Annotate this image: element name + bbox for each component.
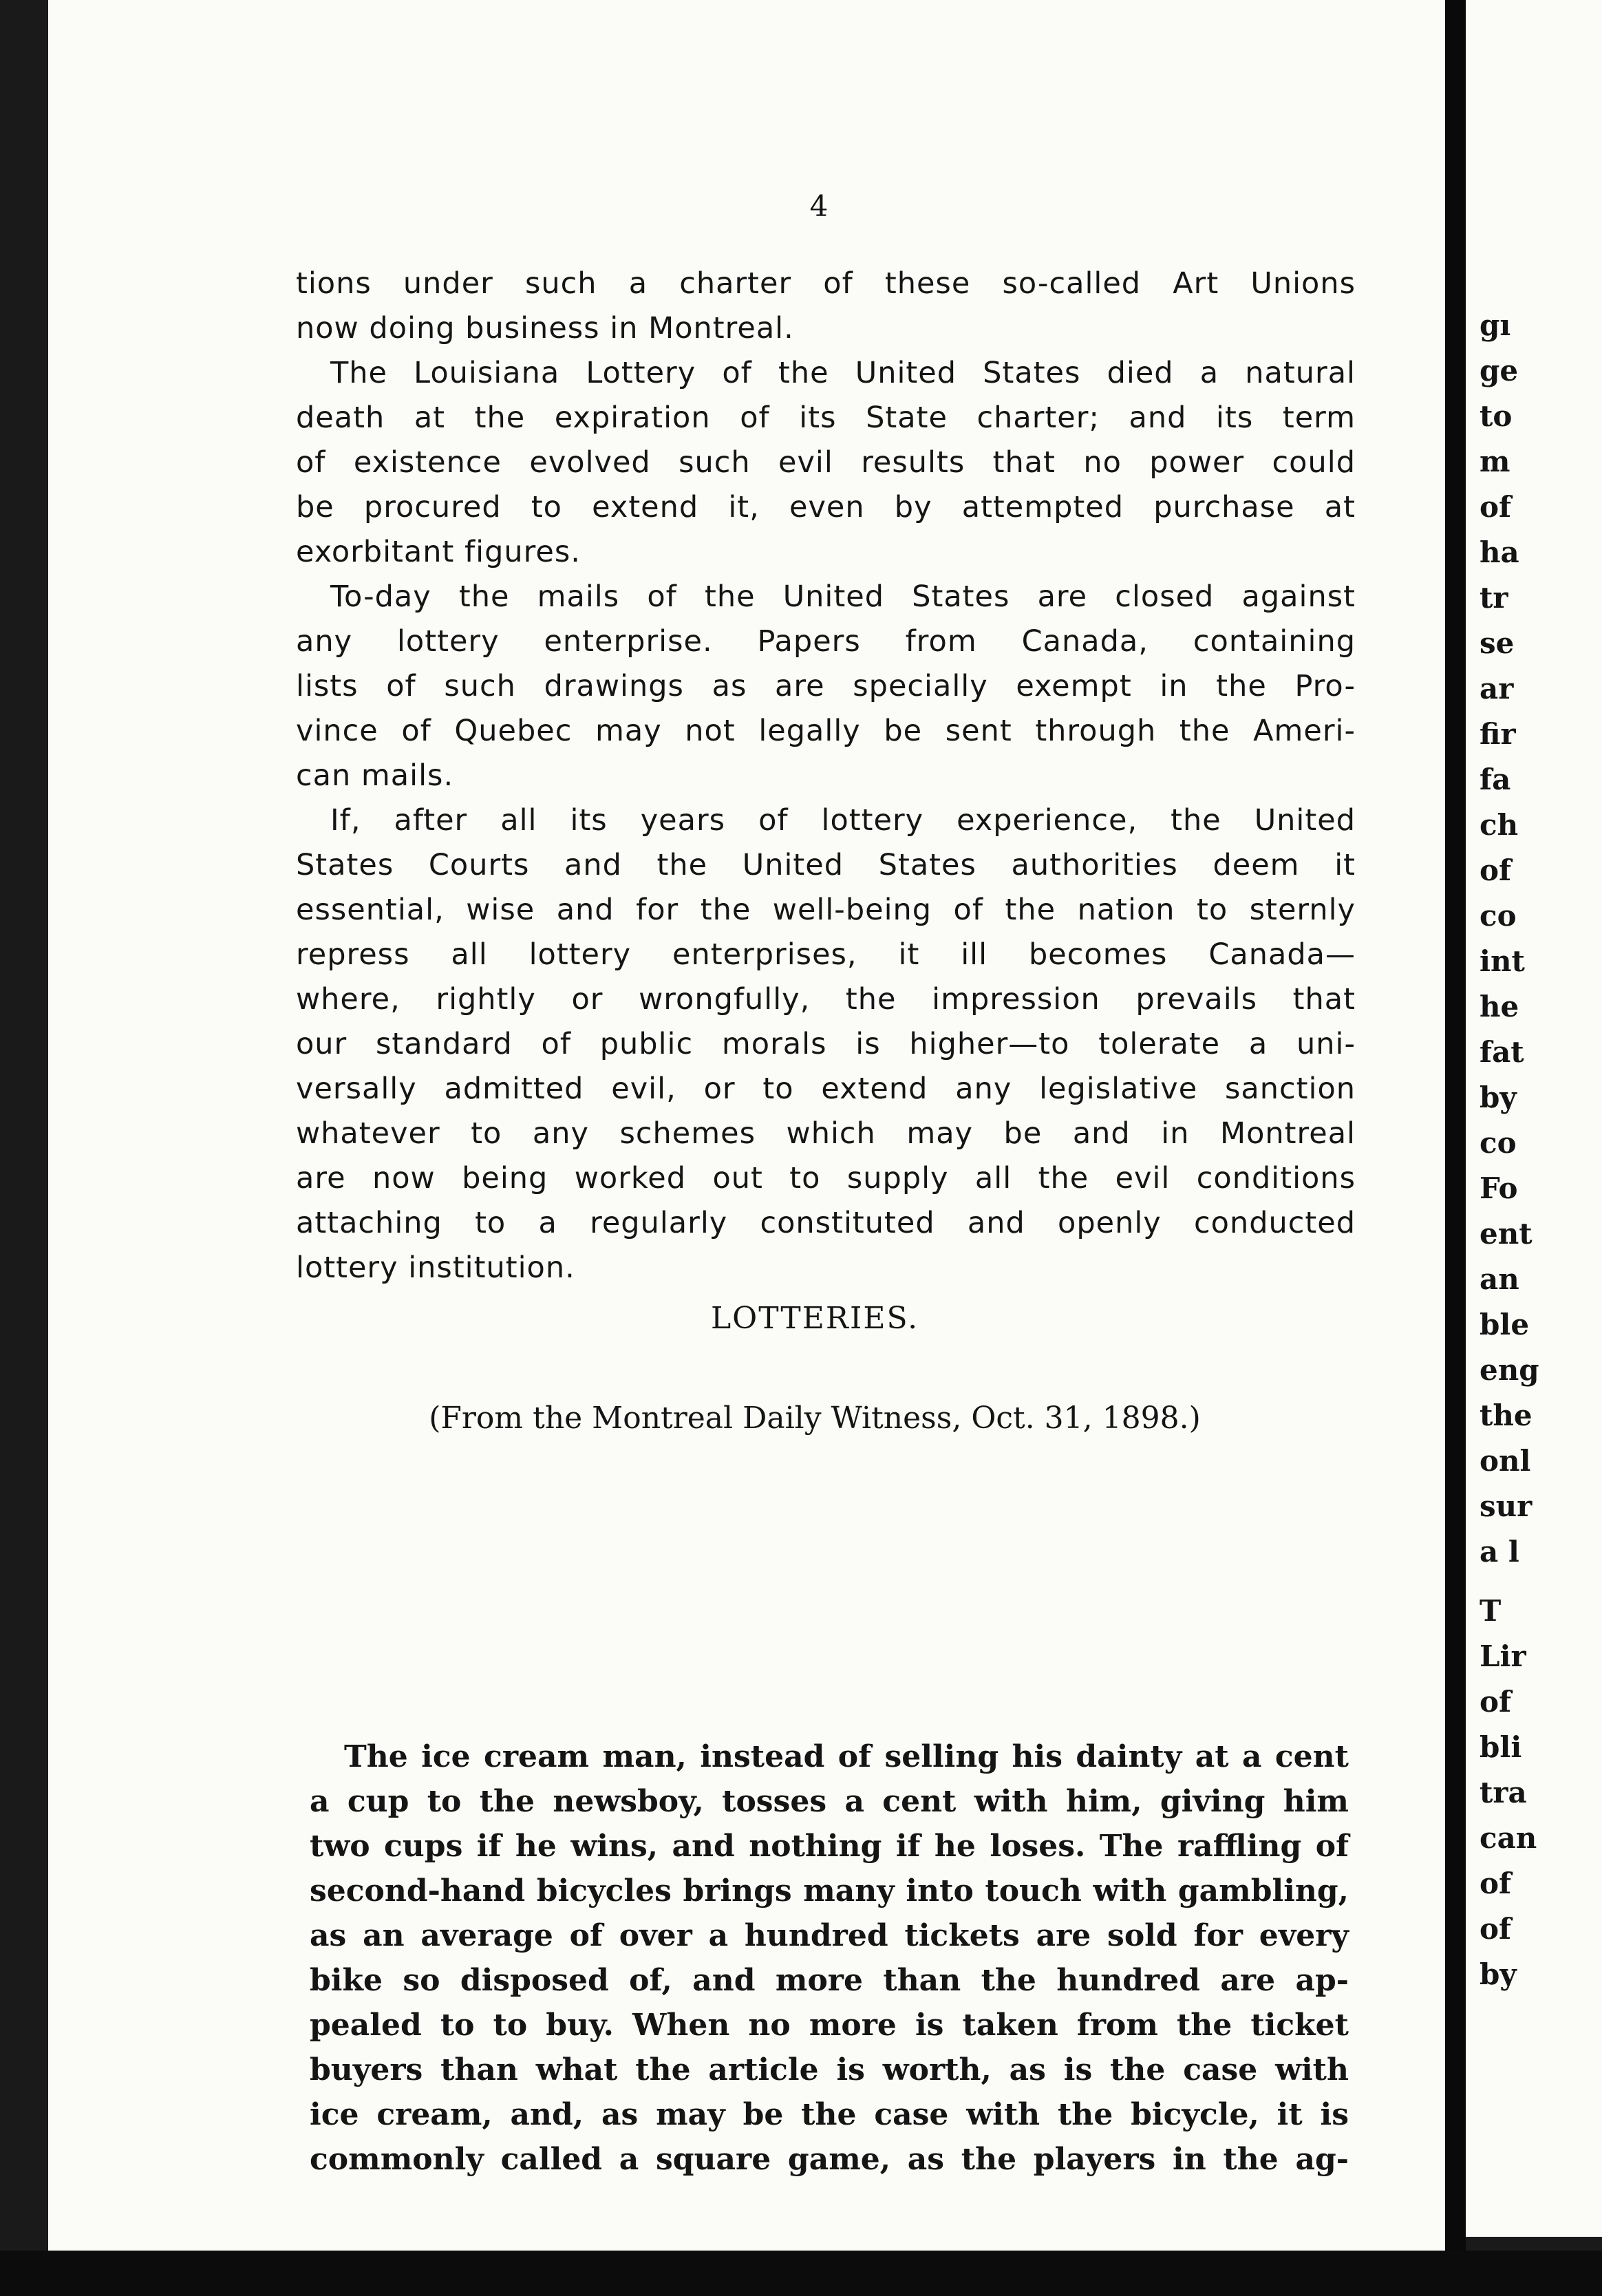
text-line: be procured to extend it, even by attempted purchase at: [296, 490, 1356, 524]
fragment: T: [1480, 1594, 1502, 1628]
fragment: int: [1480, 944, 1525, 978]
lower-text-block: [310, 1734, 1349, 2182]
text-line: versally admitted evil, or to extend any legislative sanction: [296, 1072, 1356, 1106]
text-line: of existence evolved such evil results that no power could: [296, 445, 1356, 480]
text-line: ice cream, and, as may be the case with the bicycle, it is: [310, 2097, 1349, 2132]
paragraph-us-mails: [296, 575, 1356, 798]
right-page-fragments: [1480, 303, 1596, 1997]
fragment: Lir: [1480, 1639, 1526, 1673]
fragment: an: [1480, 1262, 1519, 1296]
fragment: by: [1480, 1957, 1517, 1991]
text-line: attaching to a regularly constituted and openly conducted: [296, 1206, 1356, 1240]
fragment: of: [1480, 1912, 1512, 1946]
text-line: pealed to to buy. When no more is taken from the ticket: [310, 2008, 1349, 2043]
fragment: of: [1480, 1685, 1512, 1719]
section-heading: [0, 1301, 1602, 1336]
fragment: tr: [1480, 581, 1508, 615]
fragment: he: [1480, 990, 1519, 1023]
text-line: whatever to any schemes which may be and in Montreal: [296, 1116, 1356, 1151]
fragment: of: [1480, 490, 1512, 524]
text-line: a cup to the newsboy, tosses a cent with him, giving him: [310, 1784, 1349, 1819]
fragment: fir: [1480, 717, 1516, 751]
text-line: second-hand bicycles brings many into touch with gambling,: [310, 1873, 1349, 1909]
text-line: vince of Quebec may not legally be sent through the Ameri-: [296, 714, 1356, 748]
text-line: If, after all its years of lottery experience, the United: [330, 803, 1356, 838]
fragment: ar: [1480, 672, 1514, 705]
fragment: Fo: [1480, 1171, 1518, 1205]
fragment-gap: [1480, 1575, 1596, 1588]
text-line: The ice cream man, instead of selling his dainty at a cent: [344, 1739, 1349, 1774]
text-line: commonly called a square game, as the players in the ag-: [310, 2142, 1349, 2177]
source-attribution-text: (From the Montreal Daily Witness, Oct. 31, 1898.): [429, 1401, 1201, 1436]
fragment: eng: [1480, 1353, 1539, 1387]
fragment: ble: [1480, 1308, 1530, 1341]
text-line: two cups if he wins, and nothing if he loses. The raffling of: [310, 1829, 1349, 1864]
text-line: bike so disposed of, and more than the hundred are ap-: [310, 1963, 1349, 1998]
fragment: to: [1480, 399, 1513, 433]
fragment: fat: [1480, 1035, 1524, 1069]
scan-bottom-edge: [0, 2251, 1602, 2296]
fragment: by: [1480, 1081, 1517, 1114]
fragment: ch: [1480, 808, 1519, 842]
upper-text-block: [296, 262, 1356, 1290]
paragraph-ice-cream: [310, 1734, 1349, 2182]
text-line: The Louisiana Lottery of the United States died a natural: [330, 356, 1356, 390]
text-line: lottery institution.: [296, 1251, 575, 1285]
section-heading-text: LOTTERIES.: [710, 1301, 919, 1336]
page-number: 4: [809, 189, 829, 223]
fragment: gı: [1480, 308, 1511, 342]
fragment: m: [1480, 445, 1510, 478]
text-line: our standard of public morals is higher—to tolerate a uni-: [296, 1027, 1356, 1061]
paragraph-continuation: [296, 262, 1356, 351]
fragment: the: [1480, 1399, 1532, 1432]
fragment: a l: [1480, 1535, 1519, 1569]
text-line: as an average of over a hundred tickets are sold for every: [310, 1918, 1349, 1953]
fragment: bli: [1480, 1730, 1522, 1764]
text-line: exorbitant figures.: [296, 535, 581, 569]
fragment: se: [1480, 626, 1515, 660]
fragment: tra: [1480, 1776, 1527, 1809]
text-line: now doing business in Montreal.: [296, 311, 794, 346]
paragraph-us-courts: [296, 798, 1356, 1290]
fragment: ge: [1480, 354, 1519, 387]
paragraph-louisiana-lottery: [296, 351, 1356, 575]
fragment: onl: [1480, 1444, 1531, 1478]
text-line: repress all lottery enterprises, it ill becomes Canada—: [296, 937, 1356, 972]
text-line: can mails.: [296, 758, 454, 793]
fragment: co: [1480, 1126, 1517, 1160]
source-attribution: [0, 1401, 1602, 1436]
text-line: buyers than what the article is worth, as is the case with: [310, 2052, 1349, 2087]
text-line: essential, wise and for the well-being of the nation to sternly: [296, 893, 1356, 927]
fragment: of: [1480, 1867, 1512, 1900]
text-line: lists of such drawings as are specially exempt in the Pro-: [296, 669, 1356, 703]
fragment: ha: [1480, 535, 1519, 569]
text-line: death at the expiration of its State charter; and its term: [296, 401, 1356, 435]
page-gutter: [1445, 0, 1466, 2296]
fragment: fa: [1480, 763, 1511, 796]
fragment: can: [1480, 1821, 1537, 1855]
text-line: where, rightly or wrongfully, the impression prevails that: [296, 982, 1356, 1017]
text-line: tions under such a charter of these so-called Art Unions: [296, 266, 1356, 301]
text-line: To-day the mails of the United States are closed against: [330, 580, 1356, 614]
text-line: States Courts and the United States authorities deem it: [296, 848, 1356, 882]
text-line: are now being worked out to supply all the evil conditions: [296, 1161, 1356, 1195]
fragment: sur: [1480, 1489, 1532, 1523]
fragment: ent: [1480, 1217, 1532, 1251]
fragment: co: [1480, 899, 1517, 933]
text-line: any lottery enterprise. Papers from Canada, containing: [296, 624, 1356, 659]
fragment: of: [1480, 853, 1512, 887]
